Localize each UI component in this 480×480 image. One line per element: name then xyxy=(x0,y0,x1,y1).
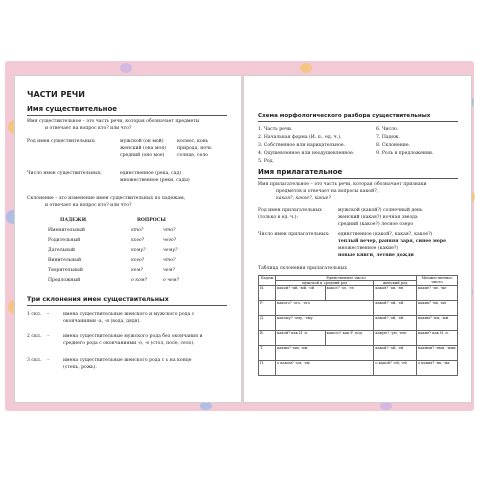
case-question: кого? xyxy=(131,238,145,243)
case-question: чему? xyxy=(163,248,178,253)
divider xyxy=(27,305,227,306)
scheme-item: 8. Склонение. xyxy=(376,143,410,148)
declension-dash: – xyxy=(47,334,50,339)
case-name: Именительный xyxy=(48,228,85,233)
table-cell: какая? -ая, -яя xyxy=(374,286,417,301)
adjective-definition-line: предметов и отвечает на вопросы какой?, xyxy=(276,189,379,194)
declension-text: имена существительные мужского рода без окончания и xyxy=(63,334,203,339)
table-cell: какой? как И. п. xyxy=(276,331,326,346)
case-name: Творительный xyxy=(48,268,83,273)
table-cell: какого? как Р. под. xyxy=(325,331,374,346)
table-cell: Д. xyxy=(259,316,276,331)
table-header: Падеж xyxy=(259,276,276,286)
scheme-item: 4. Одушевленное или неодушевленное. xyxy=(258,151,355,156)
adj-number-label: Число имен прилагательных: xyxy=(258,232,330,237)
gender-example: природа, ночь xyxy=(177,146,212,151)
scheme-item: 9. Роль в предложении. xyxy=(376,151,434,156)
table-row xyxy=(259,346,458,361)
adjective-declension-table xyxy=(258,275,458,376)
cases-column-header: ПАДЕЖИ xyxy=(60,218,87,223)
table-header: Множественное число xyxy=(417,276,458,286)
gender-example: космос, конь xyxy=(177,139,209,144)
adjective-definition-line: Имя прилагательное – это часть речи, которая обозначает признаки xyxy=(258,182,427,187)
declension-text: имена существительные женского рода с ь на конце xyxy=(63,358,192,363)
adj-gender-item: средний (какое?) лесное озеро xyxy=(338,222,414,227)
number-item: множественное (реки, сады) xyxy=(120,178,190,183)
gender-item: средний (оно мое) xyxy=(120,153,165,158)
declension-text: имена существительные женского и мужского рода с xyxy=(63,312,195,317)
scheme-title: Схема морфологического разбора существительных xyxy=(258,113,431,119)
case-name: Дательный xyxy=(48,248,75,253)
declension-text: (степь, рожь). xyxy=(63,365,97,370)
case-question: кого? xyxy=(131,258,145,263)
adj-number-example: теплый вечер, ранняя заря, синее море xyxy=(338,239,447,244)
scheme-item: 7. Падеж. xyxy=(376,135,400,140)
gender-label: Род имен существительных: xyxy=(27,139,96,144)
declension-number: 3 скл. xyxy=(27,358,42,363)
case-name: Родительный xyxy=(48,238,81,243)
case-definition-line: Склонение – это изменение имен существительных по падежам, xyxy=(27,196,186,201)
table-cell: какую? -ую, -юю xyxy=(374,331,417,346)
page-heading: ЧАСТИ РЕЧИ xyxy=(27,90,85,99)
adjective-title: Имя прилагательное xyxy=(258,168,343,176)
case-question: чего? xyxy=(163,238,177,243)
doodle-icon xyxy=(200,402,212,410)
number-item: единственное (река, сад) xyxy=(120,171,182,176)
adjective-definition-line: какая?, какое?, какие? xyxy=(276,196,331,201)
scheme-item: 2. Начальная форма (И. п., ед. ч.). xyxy=(258,135,342,140)
doodle-icon xyxy=(120,63,132,73)
table-cell: И. xyxy=(259,286,276,301)
table-header: Единственное число xyxy=(276,276,417,281)
table-cell: какого? -ого, -его xyxy=(276,301,374,316)
scheme-item: 6. Число. xyxy=(376,127,399,132)
table-row xyxy=(259,301,458,316)
case-name: Предложный xyxy=(48,278,81,283)
divider xyxy=(258,121,458,122)
adj-number-item: множественное (какие?) xyxy=(338,246,399,251)
gender-item: женский (она моя) xyxy=(120,146,166,151)
adj-number-example: новые книги, летние дожди xyxy=(338,253,414,258)
noun-title: Имя существительное xyxy=(27,105,118,113)
declension-dash: – xyxy=(47,358,50,363)
table-cell: каким? -им, -ым xyxy=(417,316,458,331)
adj-number-item: единственное (какой?, какая?, какое?) xyxy=(338,232,433,237)
table-cell: о какой? -ой, -ей xyxy=(374,361,417,376)
table-cell: о каком? -ом, -ем xyxy=(276,361,374,376)
scheme-item: 5. Род. xyxy=(258,159,274,164)
gender-item: мужской (он мой) xyxy=(120,139,164,144)
table-cell: какое? -ое, -ее xyxy=(325,286,374,301)
questions-column-header: ВОПРОСЫ xyxy=(137,218,166,223)
declension-title: Три склонения имен существительных xyxy=(27,296,169,303)
adj-gender-item: женский (какая?) ночная звезда xyxy=(338,215,418,220)
table-cell: какой? -ой, -ей xyxy=(374,316,417,331)
table-row xyxy=(259,286,458,301)
table-header: женский род xyxy=(374,281,417,286)
table-cell: какой? -ий, -ый, -ой xyxy=(276,286,326,301)
table-cell: какому? -ому, -ему xyxy=(276,316,374,331)
declension-number: 1 скл. xyxy=(27,312,42,317)
table-cell: о каких? -их, -ых xyxy=(417,361,458,376)
doodle-icon xyxy=(380,402,392,410)
divider xyxy=(258,178,458,179)
table-row xyxy=(259,361,458,376)
case-question: чем? xyxy=(163,268,175,273)
case-name: Винительный xyxy=(48,258,82,263)
table-row xyxy=(259,331,458,346)
table-title: Таблица склонения прилагательных xyxy=(258,266,347,271)
number-label: Число имен существительных: xyxy=(27,171,102,176)
table-header: мужской и средний род xyxy=(276,281,374,286)
declension-text: окончаниями -а, -я (вода, дядя). xyxy=(63,319,141,324)
gender-example: солнце, село xyxy=(177,153,208,158)
case-question: что? xyxy=(163,258,176,263)
table-row xyxy=(259,316,458,331)
declension-text: среднего рода с окончаниями -о, -е (стол, поле, село). xyxy=(63,341,195,346)
case-question: кем? xyxy=(131,268,143,273)
left-page xyxy=(14,75,242,403)
case-question: о ком? xyxy=(131,278,148,283)
table-cell: Р. xyxy=(259,301,276,316)
right-page xyxy=(243,75,472,403)
case-question: что? xyxy=(163,228,176,233)
noun-definition-line: и отвечает на вопрос кто? или что? xyxy=(45,126,132,131)
table-cell: какие? -ие, -ые xyxy=(417,286,458,301)
doodle-icon xyxy=(300,63,312,73)
adj-gender-item: мужской (какой?) солнечный день xyxy=(338,208,423,213)
case-question: о чем? xyxy=(163,278,180,283)
table-cell: Т. xyxy=(259,346,276,361)
adj-gender-label: (только в ед. ч.): xyxy=(258,215,298,220)
adj-gender-label: Род имен прилагательных xyxy=(258,208,322,213)
table-cell: какой? -ой, -ей xyxy=(374,346,417,361)
divider xyxy=(27,115,227,116)
declension-dash: – xyxy=(47,312,50,317)
table-cell: какие? как И. п. xyxy=(417,331,458,346)
table-cell: В. xyxy=(259,331,276,346)
case-definition-line: и отвечает на вопрос кто? или что? xyxy=(45,203,132,208)
table-cell: какими? -ими, -ыми xyxy=(417,346,458,361)
table-cell: каким? -ым, -им xyxy=(276,346,374,361)
table-cell: каких? -их, -ых xyxy=(417,301,458,316)
table-cell: какой? -ой, -ей xyxy=(374,301,417,316)
noun-definition-line: Имя существительное – это часть речи, которая обозначает предметы xyxy=(27,119,200,124)
scheme-item: 1. Часть речи. xyxy=(258,127,293,132)
case-question: кому? xyxy=(131,248,146,253)
declension-number: 2 скл. xyxy=(27,334,42,339)
case-question: кто? xyxy=(131,228,144,233)
table-cell: П. xyxy=(259,361,276,376)
scheme-item: 3. Собственное или нарицательное. xyxy=(258,143,346,148)
